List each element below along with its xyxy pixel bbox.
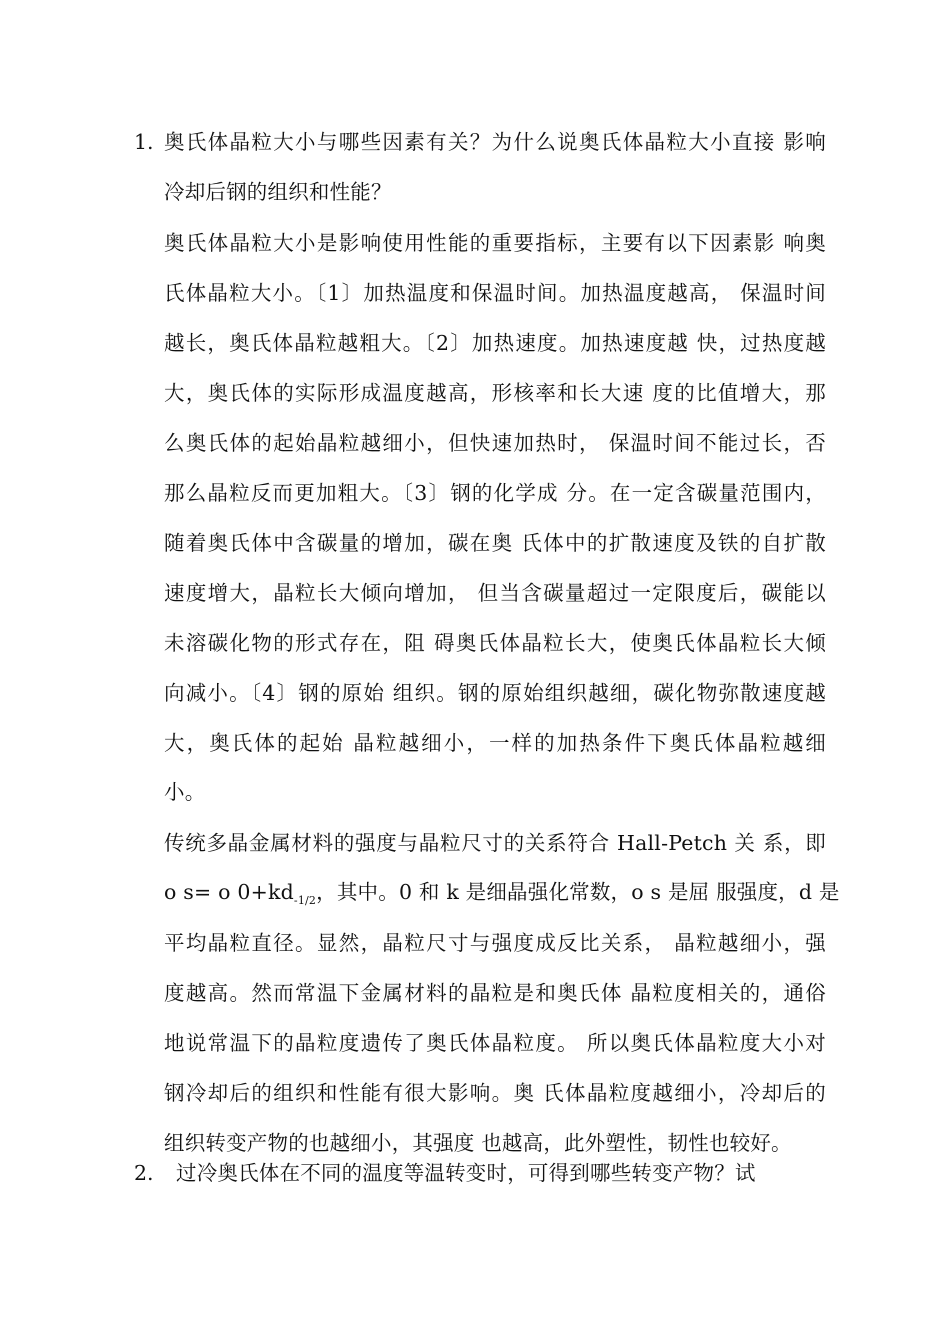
question-2-title-line: 过冷奥氏体在不同的温度等温转变时，可得到哪些转变产物？试 bbox=[176, 1161, 756, 1185]
answer-1-para-2-line: 钢冷却后的组织和性能有很大影响。奥 氏体晶粒度越细小，冷却后的 bbox=[164, 1081, 826, 1105]
answer-1-para-1-line: 未溶碳化物的形式存在，阻 碍奥氏体晶粒长大，使奥氏体晶粒长大倾 bbox=[164, 631, 826, 655]
answer-1-para-1-line: 速度增大，晶粒长大倾向增加， 但当含碳量超过一定限度后，碳能以 bbox=[164, 581, 826, 605]
answer-1-para-1-line: 那么晶粒反而更加粗大。〔3〕钢的化学成 分。在一定含碳量范围内， bbox=[164, 481, 826, 505]
answer-1-para-1-line: 大，奥氏体的起始 晶粒越细小，一样的加热条件下奥氏体晶粒越细 bbox=[164, 731, 826, 755]
formula-explanation: ，其中。0 和 k 是细晶强化常数，ο s 是屈 服强度，d 是 bbox=[316, 880, 840, 904]
answer-1-para-2-formula-line bbox=[164, 878, 840, 908]
answer-1-para-2-line: 度越高。然而常温下金属材料的晶粒是和奥氏体 晶粒度相关的，通俗 bbox=[164, 981, 826, 1005]
answer-1-para-2-line: 传统多晶金属材料的强度与晶粒尺寸的关系符合 Hall-Petch 关 系，即 bbox=[164, 831, 826, 855]
formula-exponent: -1/2 bbox=[293, 894, 317, 908]
answer-1-para-1-line: 向减小。〔4〕钢的原始 组织。钢的原始组织越细，碳化物弥散速度越 bbox=[164, 681, 826, 705]
answer-1-para-1-line: 大，奥氏体的实际形成温度越高，形核率和长大速 度的比值增大，那 bbox=[164, 381, 826, 405]
answer-1-para-2-line: 组织转变产物的也越细小，其强度 也越高，此外塑性，韧性也较好。 bbox=[164, 1131, 792, 1155]
answer-1-para-1-line: 奥氏体晶粒大小是影响使用性能的重要指标，主要有以下因素影 响奥 bbox=[164, 231, 826, 255]
answer-1-para-1-line: 小。 bbox=[164, 780, 206, 804]
question-1-number: 1. bbox=[134, 130, 154, 154]
answer-1-para-2-line: 平均晶粒直径。显然，晶粒尺寸与强度成反比关系， 晶粒越细小，强 bbox=[164, 931, 826, 955]
answer-1-para-1-line: 随着奥氏体中含碳量的增加，碳在奥 氏体中的扩散速度及铁的自扩散 bbox=[164, 531, 826, 555]
question-2-number: 2. bbox=[134, 1161, 154, 1185]
answer-1-para-1-line: 氏体晶粒大小。〔1〕加热温度和保温时间。加热温度越高， 保温时间 bbox=[164, 281, 826, 305]
answer-1-para-2-line: 地说常温下的晶粒度遗传了奥氏体晶粒度。 所以奥氏体晶粒度大小对 bbox=[164, 1031, 826, 1055]
question-1-title-line-1: 奥氏体晶粒大小与哪些因素有关？为什么说奥氏体晶粒大小直接 影响 bbox=[164, 130, 826, 154]
formula-text: ο s= ο 0+kd bbox=[164, 880, 294, 904]
answer-1-para-1-line: 么奥氏体的起始晶粒越细小，但快速加热时， 保温时间不能过长，否 bbox=[164, 431, 826, 455]
question-1-title-line-2: 冷却后钢的组织和性能？ bbox=[164, 180, 392, 204]
answer-1-para-1-line: 越长，奥氏体晶粒越粗大。〔2〕加热速度。加热速度越 快，过热度越 bbox=[164, 331, 826, 355]
